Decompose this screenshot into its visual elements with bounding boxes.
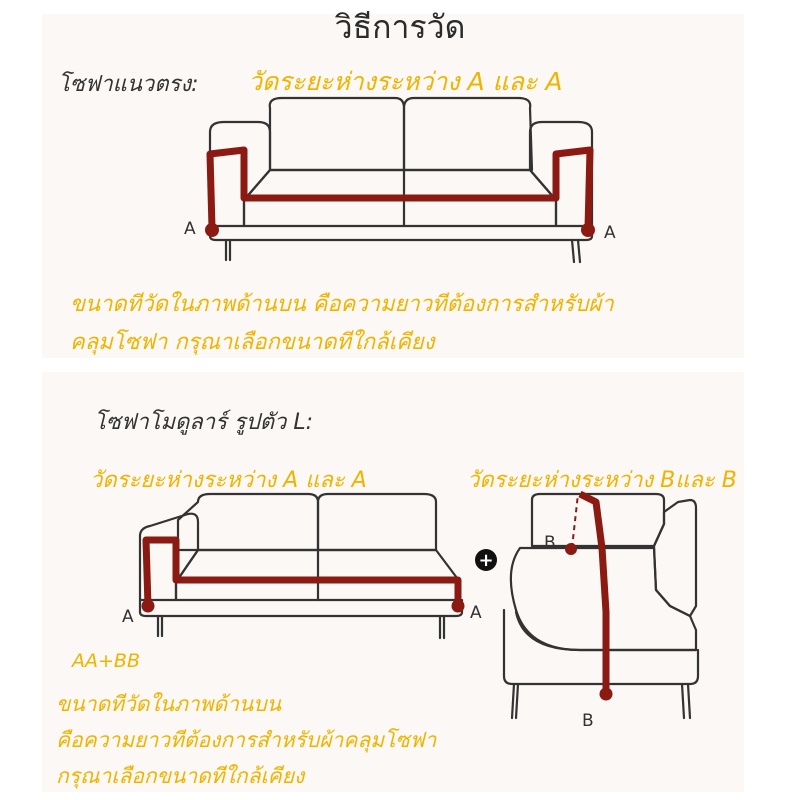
page-title: วิธีการวัด bbox=[334, 8, 466, 46]
label-b-top: B bbox=[544, 533, 556, 553]
modular-sofa-note-line1: ขนาดทีวัดในภาพด้านบน bbox=[56, 692, 281, 716]
measure-line-hidden bbox=[572, 494, 578, 548]
modular-sofa-label: โซฟาโมดูลาร์ รูปตัว L: bbox=[94, 410, 314, 435]
formula-text: AA+BB bbox=[72, 650, 140, 672]
straight-sofa-measure-text: วัดระยะห่างระหว่าง A และ A bbox=[248, 67, 563, 96]
label-a-left: A bbox=[184, 219, 196, 239]
measure-line-bb bbox=[580, 494, 606, 692]
modular-sofa-note-line3: กรุณาเลือกขนาดทีใกล้เคียง bbox=[56, 764, 305, 788]
straight-sofa-note-line2: คลุมโซฟา กรุณาเลือกขนาดทีใกล้เคียง bbox=[70, 330, 435, 355]
modular-sofa-note-line2: คือความยาวทีต้องการสำหรับผ้าคลุมโซฟา bbox=[56, 728, 437, 752]
straight-sofa-note-line1: ขนาดทีวัดในภาพด้านบน คือความยาวทีต้องการสำหรับผ้า bbox=[70, 292, 614, 317]
label-a-right: A bbox=[604, 223, 616, 243]
label-b-bottom: B bbox=[582, 711, 594, 731]
label-a-left: A bbox=[122, 607, 134, 627]
point-b-top bbox=[565, 543, 577, 555]
point-b-bottom bbox=[600, 688, 613, 701]
straight-sofa-label: โซฟาแนวตรง: bbox=[58, 72, 199, 97]
chaise-right-arm bbox=[654, 500, 696, 616]
label-a-right: A bbox=[470, 603, 482, 623]
plus-symbol: + bbox=[478, 550, 494, 571]
modular-sofa-measure-b-text: วัดระยะห่างระหว่าง Bและ B bbox=[467, 468, 737, 493]
modular-sofa-measure-a-text: วัดระยะห่างระหว่าง A และ A bbox=[90, 468, 367, 493]
